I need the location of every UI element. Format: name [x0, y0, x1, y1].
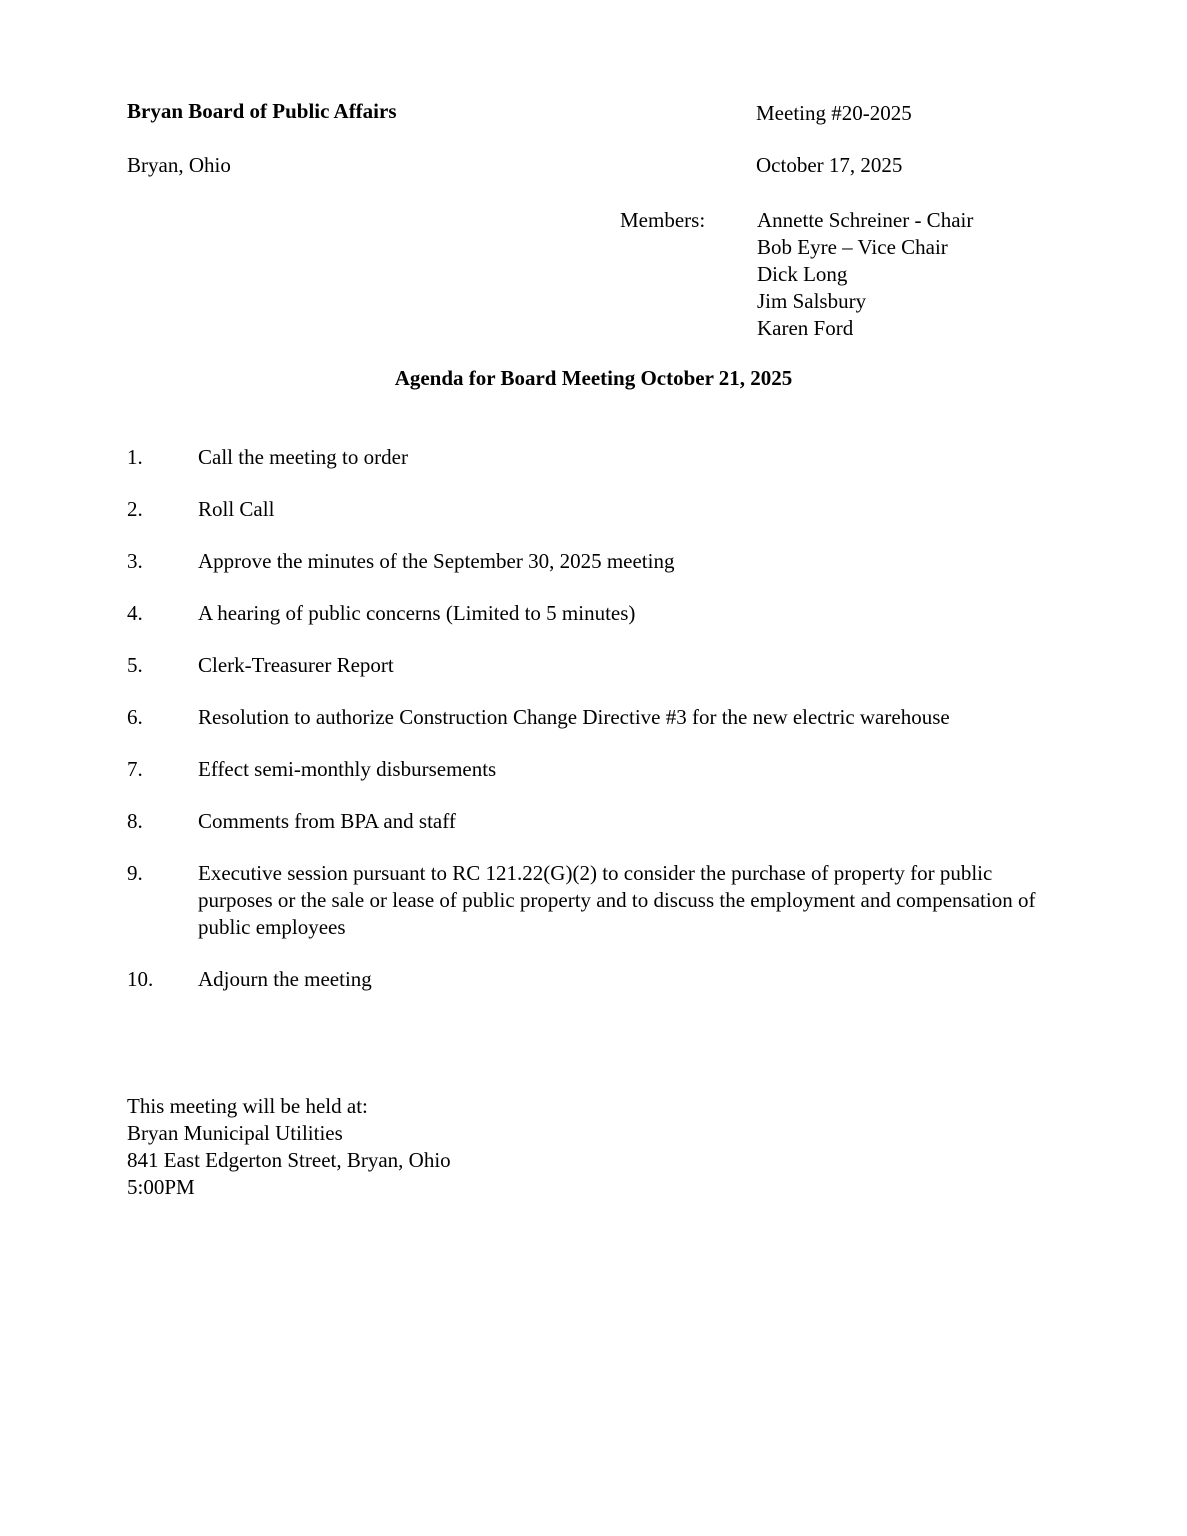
meeting-location-line: 5:00PM	[127, 1175, 195, 1199]
agenda-item-number: 7.	[127, 757, 143, 781]
agenda-item-number: 8.	[127, 809, 143, 833]
meeting-location-line: 841 East Edgerton Street, Bryan, Ohio	[127, 1148, 451, 1172]
agenda-item	[127, 652, 1067, 679]
agenda-title: Agenda for Board Meeting October 21, 2025	[394, 366, 793, 390]
member-name: Jim Salsbury	[757, 289, 867, 313]
members-label: Members:	[620, 208, 706, 232]
agenda-item-number: 1.	[127, 445, 143, 469]
agenda-item	[127, 600, 1067, 627]
agenda-item-text: Adjourn the meeting	[198, 967, 372, 991]
agenda-item	[127, 444, 1067, 471]
agenda-item-text: Roll Call	[198, 497, 275, 521]
agenda-item	[127, 808, 1067, 835]
org-name: Bryan Board of Public Affairs	[127, 99, 397, 123]
members-list	[757, 207, 973, 342]
agenda-item	[127, 860, 1067, 941]
agenda-item	[127, 548, 1067, 575]
agenda-item-number: 3.	[127, 549, 143, 573]
meeting-location-line: This meeting will be held at:	[127, 1094, 368, 1118]
agenda-item-text: Call the meeting to order	[198, 445, 408, 469]
org-location: Bryan, Ohio	[127, 153, 231, 177]
document-date: October 17, 2025	[756, 153, 903, 177]
agenda-item-number: 2.	[127, 497, 143, 521]
agenda-item	[127, 496, 1067, 523]
agenda-item-text: Clerk-Treasurer Report	[198, 653, 394, 677]
agenda-item-text: Approve the minutes of the September 30, 2025 meeting	[198, 549, 675, 573]
agenda-item-text: Effect semi-monthly disbursements	[198, 757, 497, 781]
agenda-item	[127, 756, 1067, 783]
member-name: Annette Schreiner - Chair	[757, 208, 974, 232]
agenda-item-number: 6.	[127, 705, 143, 729]
agenda-item-number: 5.	[127, 653, 143, 677]
member-name: Dick Long	[757, 262, 848, 286]
member-name: Karen Ford	[757, 316, 854, 340]
agenda-item-text: Comments from BPA and staff	[198, 809, 456, 833]
agenda-item-text: Executive session pursuant to RC 121.22(G)(2) to consider the purchase of property for public purposes or the sale or lease of public property and to discuss the employment and compensation of public employees	[198, 861, 1036, 939]
agenda-list	[127, 444, 1067, 1018]
agenda-item-number: 4.	[127, 601, 143, 625]
agenda-item	[127, 704, 1067, 731]
meeting-number: Meeting #20-2025	[756, 101, 912, 125]
agenda-item-number: 10.	[127, 967, 154, 991]
meeting-location-block	[127, 1093, 451, 1201]
agenda-item-number: 9.	[127, 861, 143, 885]
meeting-location-line: Bryan Municipal Utilities	[127, 1121, 343, 1145]
agenda-item-text: A hearing of public concerns (Limited to 5 minutes)	[198, 601, 636, 625]
agenda-item-text: Resolution to authorize Construction Change Directive #3 for the new electric warehouse	[198, 705, 950, 729]
member-name: Bob Eyre – Vice Chair	[757, 235, 948, 259]
agenda-item	[127, 966, 1067, 993]
